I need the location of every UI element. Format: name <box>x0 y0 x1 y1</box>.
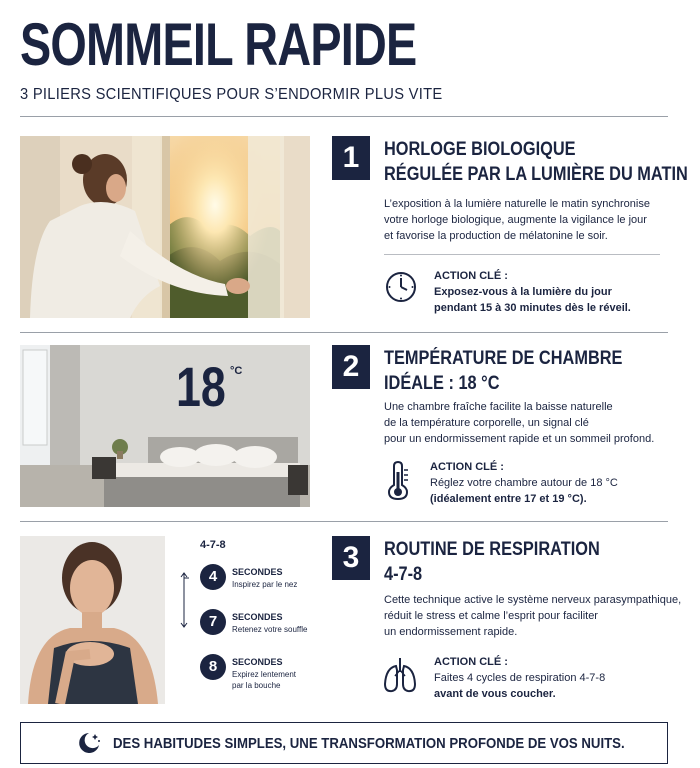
lungs-icon <box>382 656 418 694</box>
breath-step-label: SECONDES <box>232 612 283 622</box>
section-number: 2 <box>332 345 370 389</box>
section-body: L’exposition à la lumière naturelle le matin synchronise votre horloge biologique, augmente la vigilance le jour et favorise la production de mélatonine le soir. <box>384 198 650 242</box>
morning-light-photo <box>20 136 310 318</box>
bedroom-photo <box>20 345 310 507</box>
clock-icon <box>384 270 418 304</box>
section-title: HORLOGE BIOLOGIQUE RÉGULÉE PAR LA LUMIÈRE DU MATIN <box>384 139 688 185</box>
photo-temperature: 18 <box>176 355 226 418</box>
section-body: Une chambre fraîche facilite la baisse naturelle de la température corporelle, un signal clé pour un endormissement rapide et un sommeil profond. <box>384 401 655 445</box>
breathing-heading: 4-7-8 <box>200 539 226 551</box>
breath-step-count: 4 <box>200 564 226 590</box>
moon-stars-icon <box>75 731 101 755</box>
action-text: Faites 4 cycles de respiration 4-7-8 avant de vous coucher. <box>434 672 606 700</box>
page-title: SOMMEIL RAPIDE <box>20 11 417 78</box>
breath-step-desc: Retenez votre souffle <box>232 625 308 634</box>
breath-step-label: SECONDES <box>232 657 283 667</box>
action-label: ACTION CLÉ : <box>430 461 504 473</box>
section-title: ROUTINE DE RESPIRATION 4-7-8 <box>384 539 600 585</box>
breathing-woman-photo <box>20 536 165 704</box>
section-number: 3 <box>332 536 370 580</box>
action-text: Exposez-vous à la lumière du jour pendant 15 à 30 minutes dès le réveil. <box>434 286 631 314</box>
header-divider <box>20 116 668 117</box>
breath-step-desc: Inspirez par le nez <box>232 580 298 589</box>
cycle-arrow-icon <box>178 570 190 630</box>
page-subtitle: 3 PILIERS SCIENTIFIQUES POUR S’ENDORMIR PLUS VITE <box>20 86 443 103</box>
breath-step-count: 7 <box>200 609 226 635</box>
inner-divider <box>384 254 660 255</box>
photo-temperature-unit: °C <box>230 365 243 377</box>
breath-step-desc: Expirez lentement par la bouche <box>232 670 297 690</box>
section-body: Cette technique active le système nerveux parasympathique, réduit le stress et calme l’esprit pour faciliter un endormissement rapide. <box>384 594 682 638</box>
action-text: Réglez votre chambre autour de 18 °C (idéalement entre 17 et 19 °C). <box>430 477 618 505</box>
section-number: 1 <box>332 136 370 180</box>
thermometer-icon <box>384 460 412 500</box>
footer-text: DES HABITUDES SIMPLES, UNE TRANSFORMATION PROFONDE DE VOS NUITS. <box>113 735 625 752</box>
action-label: ACTION CLÉ : <box>434 270 508 282</box>
breath-step-label: SECONDES <box>232 567 283 577</box>
action-label: ACTION CLÉ : <box>434 656 508 668</box>
footer-banner <box>20 722 668 764</box>
breath-step-count: 8 <box>200 654 226 680</box>
section-divider <box>20 521 668 522</box>
section-divider <box>20 332 668 333</box>
section-title: TEMPÉRATURE DE CHAMBRE IDÉALE : 18 °C <box>384 348 623 394</box>
